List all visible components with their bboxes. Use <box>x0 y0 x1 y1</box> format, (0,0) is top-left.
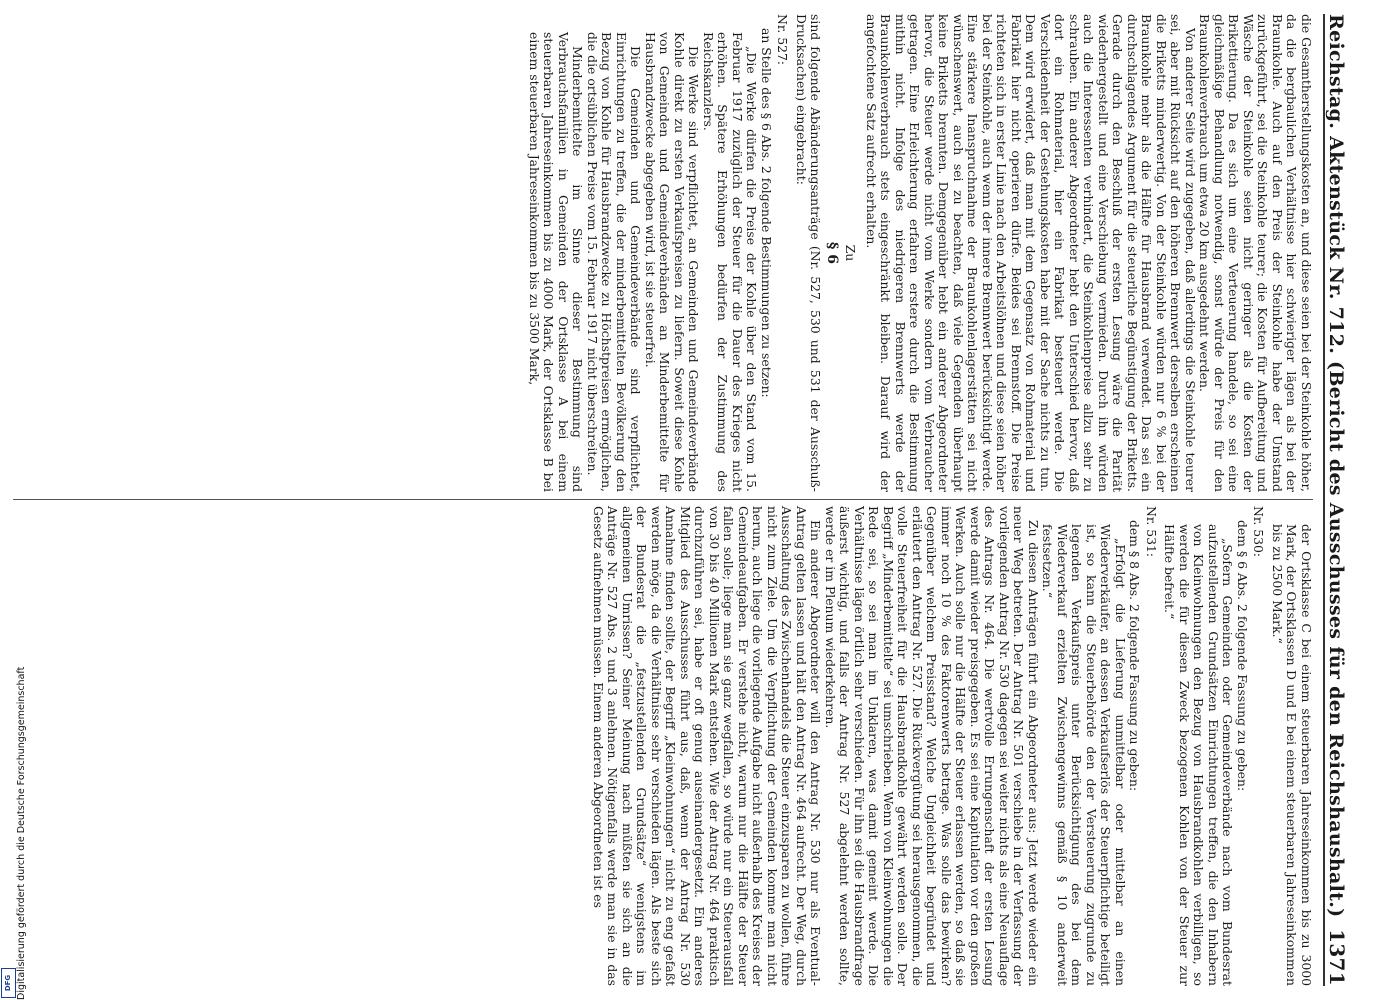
motion-label-527: Nr. 527: <box>775 14 791 66</box>
paragraph: dem § 8 Abs. 2 folgende Fassung zu geben: <box>1127 520 1143 792</box>
right-column <box>591 506 1314 986</box>
motion-label-531: Nr. 531: <box>1144 506 1159 558</box>
dfg-logo-text: DFG <box>4 974 13 992</box>
quoted-text: Minderbemittelte im Sinne dieser Bestimmung sind Verbrauchsfamilien in Gemeinden der Ortsklasse A bei einem steuerbaren Jahreseinkommen bis zu 4000 Mark, der Ortsklasse B bei einem steuerbaren Jahreseinkommen bis zu 3500 Mark, <box>527 32 586 492</box>
digitization-note <box>0 0 27 1000</box>
paragraph: an Stelle des § 6 Abs. 2 folgende Bestimmungen zu setzen: <box>759 28 774 398</box>
quoted-text: der Ortsklasse C bei einem steuerbaren Jahreseinkommen bis zu 3000 Mark, der Ortsklassen D und E bei einem steuerbaren Jahreseinkommen bis zu 2500 Mark.“ <box>1270 524 1314 986</box>
paragraph: dem § 6 Abs. 2 folgende Fassung zu geben: <box>1235 520 1250 792</box>
section-heading: § 6 <box>824 242 840 264</box>
quoted-text: „Erfolgt die Lieferung unmittelbar oder mittelbar an einen Wiederverkäufer, an dessen Verkaufserlös der Steuerpflichtige beteiligt ist, so kann die Steuerbehörde den der Versteuerung zugrunde zu legenden Verkaufspreis unter Berücksichtigung des bei dem Wiederverkauf erzielten Zwischengewinns gemäß § 10 anderweit festsetzen.“ <box>1040 524 1128 986</box>
dfg-logo <box>1 968 16 998</box>
left-column <box>527 14 1314 492</box>
header-title: Reichstag. Aktenstück Nr. 712. (Bericht des Ausschusses für den Reichshaushalt.) <box>1325 14 1347 918</box>
paragraph: Zu diesen Anträgen führt ein Abgeordneter aus: Jetzt werde wieder ein neuer Weg betreten. Der Antrag Nr. 501 verschiebe in der Verfassung der vorliegenden Antrag Nr. 530 dagegen sei weiter nichts als eine Neuauflage des Antrags Nr. 464. Die wertvolle Errungenschaft der ersten Lesung werde damit wieder preisgegeben. Es sei eine Kapitulation vor den großen Werken. Auch solle nur die Hälfte der Steuer erlassen werden, so daß sie immer noch 10 % des Faktorenwerts betrage. Was solle das bewirken? Gegenüber welchem Preisstand? Welche Ungleichheit begründet und erläutert den Antrag Nr. 527. Die Rückvergütung sei herausgenommen, die volle Steuerfreiheit für die Hausbrandkohle gewährt werden solle. Der Begriff „Minderbemittelte“ sei umschrieben. Wenn von Kleinwohnungen die Rede sei, so sei man im Unklaren, was damit gemeint werde. Die Verhältnisse lägen örtlich sehr verschieden. Für ihn sei die Hausbrandfrage äußerst wichtig, und falls der Antrag Nr. 527 abgelehnt werden sollte, werde er im Plenum wiederkehren. <box>823 506 1041 986</box>
page-header <box>1323 14 1361 986</box>
quoted-text: „Die Werke dürfen die Preise der Kohle über den Stand vom 15. Februar 1917 zuzüglich der Steuer für die Dauer des Krieges nicht erhöhen. Spätere Erhöhungen bedürfen der Zustimmung des Reichskanzlers. <box>701 32 760 492</box>
paragraph: Ein anderer Abgeordneter will den Antrag Nr. 530 nur als Eventual-Antrag gelten lassen und hält den Antrag Nr. 464 aufrecht. Der Weg, durch Ausschaltung des Zwischenhandels die Steuer einzusparen zu wollen, führe nicht zum Ziele. Um die Verpflichtung der Gemeinden komme man nicht herum, auch liege die vorliegende Aufgabe nicht außerhalb des Kreises der Gemeindeaufgaben. Er verstehe nicht, warum nur die Hälfte der Steuer fallen solle; liege man sie ganz wegfallen, so würde nur ein Steuerausfall von 30 bis 40 Millionen Mark entstehen. Wie der Antrag Nr. 464 praktisch durchzuführen sei, habe er oft genug auseinandergesetzt. Ein anderes Mitglied des Ausschusses führt aus, daß, wenn der Antrag Nr. 530 Annahme finden sollte, der Begriff „Kleinwohnungen“ nicht zu eng gefaßt werden möge, da die Verhältnisse sehr verschieden lägen. Als beste sich der Bundesrat die „festzustellenden Grundsätze“ wenigstens im allgemeinen Umrissen? Seiner Meinung nach müßten sie sich an die Anträge Nr. 527 Abs. 2 und 3 anlehnen. Nötigenfalls werde man sie in das Gesetz aufnehmen müssen. Einem anderen Abgeordneten ist es <box>591 506 824 986</box>
motion-label-530: Nr. 530: <box>1251 506 1267 558</box>
paragraph: sind folgende Abänderungsanträge (Nr. 527, 530 und 531 der Ausschuß-Drucksachen) eingebracht: <box>794 14 824 492</box>
section-intro: Zu <box>843 244 859 262</box>
quoted-text: „Sofern Gemeinden oder Gemeindeverbände nach vom Bundesrat aufzustellenden Grundsätzen Einrichtungen treffen, die den Inhabern von Kleinwohnungen den Bezug von Hausbrandkohlen verbilligen, so werden die für diesen Zweck bezogenen Kohlen von der Steuer zur Hälfte befreit.“ <box>1162 524 1236 986</box>
paragraph: die Gesamtherstellungskosten an, und diese seien bei der Steinkohle höher, da die bergbaulichen Verhältnisse hier schwieriger lägen als bei der Braunkohle. Auch auf den Preis der Steinkohle habe der Umstand zurückgeführt, sei die Steinkohle teurer; die Kosten für Aufbereitung und Wäsche der Steinkohle seien nicht geringer als die Kosten der Brikettierung. Da es sich um eine Verteuerung handele, so sei eine gleichmäßige Behandlung notwendig, sonst würde der Preis für den Braunkohlenverbrauch um etwa 20 km ausgedehnt werden. <box>1197 14 1314 492</box>
quoted-text: Die Werke sind verpflichtet, an Gemeinden und Gemeindeverbände Kohle direkt zu ersten Verkaufspreisen zu liefern. Soweit diese Kohle von Gemeinden und Gemeindeverbänden an Minderbemittelte für Hausbrandzwecke abgegeben wird, ist sie steuerfrei. <box>643 32 702 492</box>
page-number: 1371 <box>1325 929 1349 986</box>
paragraph: Von anderer Seite wird zugegeben, daß allerdings die Steinkohle teurer sei, aber mit Rücksicht auf den höheren Brennwert derselben erscheinen die Briketts minderwertig. Von der Steinkohle würden nur 6 % bei der Braunkohle mehr als die Hälfte für Hausbrand verwendet. Das sei ein durchschlagendes Argument für die steuerliche Begünstigung der Briketts. Gerade durch den Beschluß der ersten Lesung wäre die Parität wiederhergestellt und eine Verschiebung vermieden. Durch ihn würden auch die Interessenten verhindert, die Steinkohlenpreise allzu sehr zu schrauben. Ein anderer Abgeordneter hebt den Unterschied hervor, daß dort ein Rohmaterial, hier ein Fabrikat besteuert werde. Die Verschiedenheit der Gestehungskosten habe mit der Sache nichts zu tun. Dem wird erwidert, daß man mit dem Gegensatz von Rohmaterial und Fabrikat hier nicht operieren dürfe. Beides sei Brennstoff. Die Preise richteten sich in erster Linie nach den Arbeitslöhnen und diese seien höher bei der Steinkohle, auch wenn der innere Brennwert berücksichtigt werde. Eine stärkere Inanspruchnahme der Braunkohlenlagerstätten sei nicht wünschenswert, auch sei zu beachten, daß viele Gegenden überhaupt keine Briketts brennten. Demgegenüber hebt ein anderer Abgeordneter hervor, die Steuer werde nicht vom Werke sondern vom Verbraucher getragen. Eine Erleichterung erfahren erstere durch die Bestimmung mithin nicht. Infolge des niedrigeren Brennwerts werde der Braunkohlenverbrauch stets eingeschränkt bleiben. Darauf wird der angefochtene Satz aufrecht erhalten. <box>864 14 1198 492</box>
column-divider <box>13 499 1313 500</box>
quoted-text: Die Gemeinden und Gemeindeverbände sind verpflichtet, Einrichtungen zu treffen, die der minderbemittelten Bevölkerung den Bezug von Kohle für Hausbrandzwecke zu Höchstpreisen ermöglichen, die die ortsüblichen Preise vom 15. Februar 1917 nicht überschreiten. <box>585 32 644 492</box>
digitization-note-text: Digitalisierung gefördert durch die Deutsche Forschungsgemeinschaft <box>16 666 27 1000</box>
